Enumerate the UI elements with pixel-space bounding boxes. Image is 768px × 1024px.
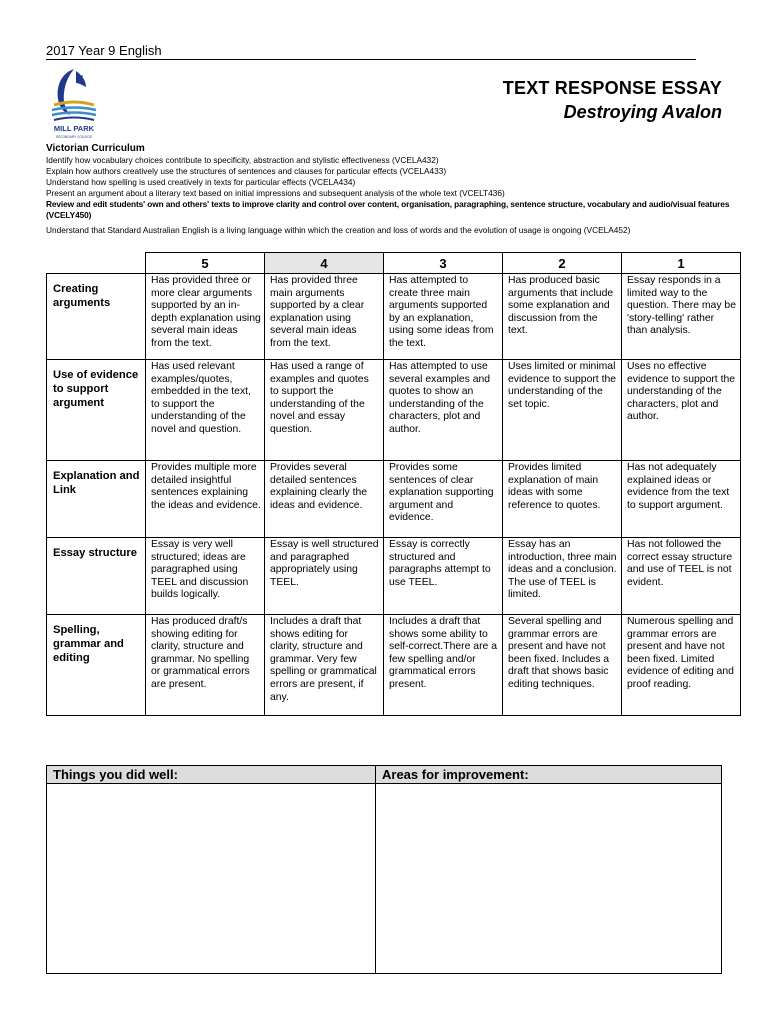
curriculum-outcome: Explain how authors creatively use the structures of sentences and clauses for particular effects (VCELA433) — [46, 166, 447, 176]
feedback-body-row — [47, 784, 722, 974]
rubric-criterion: Creating arguments — [47, 274, 146, 360]
rubric-row — [47, 538, 741, 615]
rubric-level-header: 1 — [622, 253, 741, 274]
rubric-criterion: Spelling, grammar and editing — [47, 615, 146, 716]
page-title: TEXT RESPONSE ESSAY — [502, 78, 722, 98]
rubric-cell: Provides some sentences of clear explanation supporting argument and evidence. — [384, 461, 503, 538]
rubric-cell: Provides multiple more detailed insightful sentences explaining the ideas and evidence. — [146, 461, 265, 538]
rubric-level-header: 3 — [384, 253, 503, 274]
curriculum-outcome: Understand how spelling is used creatively in texts for particular effects (VCELA434) — [46, 177, 356, 187]
rubric-cell: Has not followed the correct essay structure and use of TEEL is not evident. — [622, 538, 741, 615]
rubric-cell: Includes a draft that shows editing for clarity, structure and grammar. Very few spelling or grammatical errors are present, if any. — [265, 615, 384, 716]
did-well-heading: Things you did well: — [47, 766, 376, 784]
rubric-criterion: Explanation and Link — [47, 461, 146, 538]
rubric-cell: Essay has an introduction, three main ideas and a conclusion. The use of TEEL is limited. — [503, 538, 622, 615]
rubric-cell: Essay responds in a limited way to the question. There may be 'story-telling' rather than analysis. — [622, 274, 741, 360]
rubric-criterion: Use of evidence to support argument — [47, 360, 146, 461]
rubric-cell: Has produced draft/s showing editing for clarity, structure and grammar. No spelling or grammatical errors are present. — [146, 615, 265, 716]
curriculum-outcome: Understand that Standard Australian English is a living language within which the creation and loss of words and the evolution of usage is ongoing (VCELA452) — [46, 225, 631, 235]
rubric-cell: Has used relevant examples/quotes, embedded in the text, to support the understanding of the novel and question. — [146, 360, 265, 461]
page-subtitle: Destroying Avalon — [563, 102, 722, 122]
rubric-cell: Has not adequately explained ideas or evidence from the text to support argument. — [622, 461, 741, 538]
rubric-cell: Uses no effective evidence to support the understanding of the characters, plot and author. — [622, 360, 741, 461]
rubric-criterion: Essay structure — [47, 538, 146, 615]
rubric-cell: Has attempted to use several examples and quotes to show an understanding of the characters, plot and author. — [384, 360, 503, 461]
improvement-heading: Areas for improvement: — [376, 766, 722, 784]
did-well-box[interactable] — [47, 784, 376, 974]
curriculum-outcome: Review and edit students' own and others' texts to improve clarity and control over content, organisation, paragraphing, sentence structure, vocabulary and audio/visual features (VCELY450) — [46, 199, 730, 220]
rubric-cell: Has used a range of examples and quotes to support the understanding of the novel and essay question. — [265, 360, 384, 461]
feedback-table — [46, 765, 722, 974]
rubric-cell: Has provided three or more clear arguments supported by an in-depth explanation using several main ideas from the text. — [146, 274, 265, 360]
rubric-cell: Numerous spelling and grammar errors are present and have not been fixed. Limited evidence of editing and proof reading. — [622, 615, 741, 716]
rubric-level-header: 2 — [503, 253, 622, 274]
rubric-cell: Provides limited explanation of main ideas with some reference to quotes. — [503, 461, 622, 538]
curriculum-section — [46, 143, 736, 236]
logo-line-1: MILL PARK — [53, 124, 95, 133]
rubric-cell: Includes a draft that shows some ability to self-correct.There are a few spelling and/or grammatical errors present. — [384, 615, 503, 716]
rubric-cell: Several spelling and grammar errors are present and have not been fixed. Includes a draft that shows basic editing techniques. — [503, 615, 622, 716]
year-label: 2017 Year 9 English — [46, 43, 696, 60]
mill-park-logo-icon — [46, 65, 102, 143]
rubric-header-row — [47, 253, 741, 274]
rubric-cell: Essay is very well structured; ideas are paragraphed using TEEL and discussion builds logically. — [146, 538, 265, 615]
rubric-row — [47, 461, 741, 538]
rubric-cell: Has produced basic arguments that include some explanation and discussion from the text. — [503, 274, 622, 360]
rubric-cell: Has attempted to create three main arguments supported by an explanation, using some ideas from the text. — [384, 274, 503, 360]
rubric-level-header: 4 — [265, 253, 384, 274]
feedback-header-row — [47, 766, 722, 784]
rubric-cell: Provides several detailed sentences explaining clearly the ideas and evidence. — [265, 461, 384, 538]
rubric-row — [47, 360, 741, 461]
curriculum-heading: Victorian Curriculum — [46, 143, 145, 154]
rubric-row — [47, 274, 741, 360]
rubric-row — [47, 615, 741, 716]
rubric-cell: Uses limited or minimal evidence to support the understanding of the set topic. — [503, 360, 622, 461]
rubric-cell: Essay is correctly structured and paragraphs attempt to use TEEL. — [384, 538, 503, 615]
rubric-cell: Has provided three main arguments supported by a clear explanation using several main ideas from the text. — [265, 274, 384, 360]
improvement-box[interactable] — [376, 784, 722, 974]
curriculum-outcome: Present an argument about a literary text based on initial impressions and subsequent analysis of the whole text (VCELT436) — [46, 188, 505, 198]
rubric-table — [46, 252, 741, 716]
logo-line-2: SECONDARY COLLEGE — [55, 135, 93, 139]
rubric-level-header: 5 — [146, 253, 265, 274]
rubric-cell: Essay is well structured and paragraphed appropriately using TEEL. — [265, 538, 384, 615]
curriculum-outcome: Identify how vocabulary choices contribute to specificity, abstraction and stylistic effectiveness (VCELA432) — [46, 155, 439, 165]
title-block — [503, 78, 722, 123]
rubric-corner-cell — [47, 253, 146, 274]
